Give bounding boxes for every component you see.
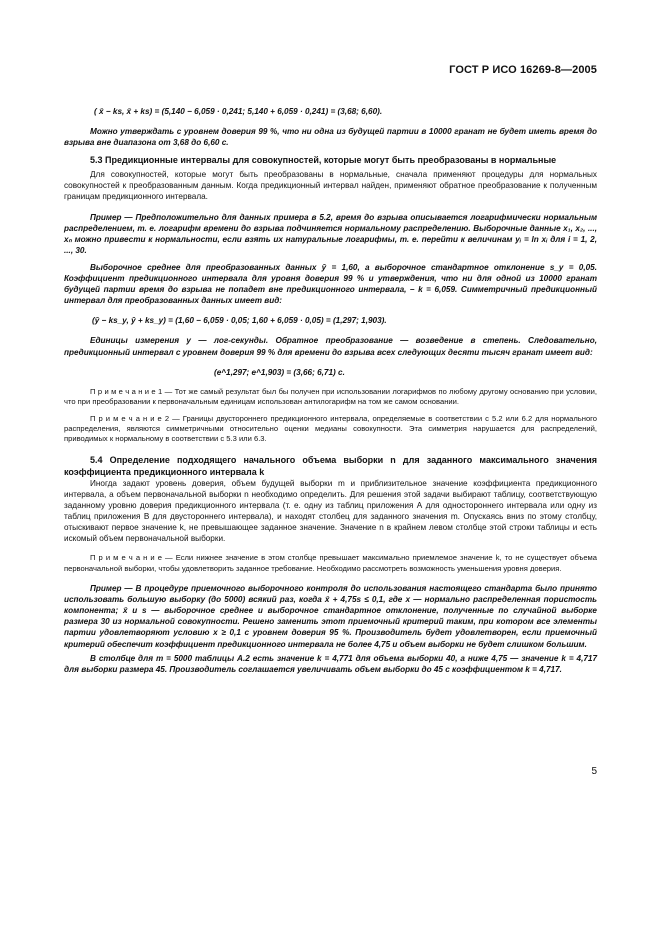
- note-2: П р и м е ч а н и е 2 — Границы двустороннего предикционного интервала, определяемые в соответствии с 5.2 или 6.2 для нормального распределения, являются симметричными относительно оценки медианы совокупности. Эта симметрия нарушается для распределений, приводимых к нормальному в соответствии с 5.3 или 6.3.: [64, 413, 597, 444]
- standard-header: ГОСТ Р ИСО 16269-8—2005: [449, 64, 597, 76]
- example-lognormal-backtransform: Единицы измерения y — лог-секунды. Обратное преобразование — возведение в степень. Следовательно, предикционный интервал с уровнем доверия 99 % для времени до взрыва всех следующих десяти тысяч гранат имеет вид:: [64, 336, 597, 357]
- example-acceptance-sampling-table: В столбце для m = 5000 таблицы А.2 есть значение k = 4,771 для объема выборки 40, а ниже 4,75 — значение k = 4,717 для выборки размера 45. Производитель соглашается увеличивать объем выборки до 45 с коэффициентом k = 4,717.: [64, 653, 597, 674]
- note-3: П р и м е ч а н и е — Если нижнее значение в этом столбце превышает максимально приемлемое значение k, то не существует объема первоначальной выборки, чтобы удовлетворить заданное требование. Необходимо рассмотреть возможность уменьшения уровня доверия.: [64, 553, 597, 573]
- example-acceptance-sampling: Пример — В процедуре приемочного выборочного контроля до использования настоящего стандарта было принято использовать большую выборку (до 5000) всякий раз, когда x̄ + 4,75s ≤ 0,1, где x — нормально распределенная пористость компонента; x̄ и s — выборочное среднее и выборочное стандартное отклонение, полученные по случайной выборке размера 30 из нормальной совокупности. Решено заменить этот приемочный критерий таким, при котором все элементы партии удовлетворяют условию x ≥ 0,1 с уровнем доверия 95 %. Производитель будет удовлетворен, если приемочный критерий обеспечит коэффициент предикционного интервала не более 4,75 и объем выборки не будет слишком большим.: [64, 584, 597, 649]
- page-number: 5: [591, 766, 597, 777]
- note-1: П р и м е ч а н и е 1 — Тот же самый результат был бы получен при использовании логарифмов по любому другому основанию при условии, что при преобразовании к первоначальным единицам использован антилогарифм на том же самом основании.: [64, 386, 597, 407]
- example-lognormal-intro: Пример — Предположительно для данных примера в 5.2, время до взрыва описывается логарифмически нормальным распределением, т. е. логарифм времени до взрыва подчиняется нормальному распределению. Выборочные данные x₁, x₂, ..., xₙ можно привести к нормальности, если взять их натуральные логарифмы, т. е. перейти к величинам yᵢ = ln xᵢ для i = 1, 2, ..., 30.: [64, 212, 597, 255]
- conclusion-paragraph: Можно утверждать с уровнем доверия 99 %, что ни одна из будущей партии в 10000 гранат не будет иметь время до взрыва вне диапазона от 3,68 до 6,60 с.: [64, 127, 597, 148]
- formula-interval-exp: (e^1,297; e^1,903) = (3,66; 6,71) c.: [214, 367, 345, 377]
- section-5-4-paragraph: Иногда задают уровень доверия, объем будущей выборки m и приблизительное значение коэффициента предикционного интервала, а объем первоначальной выборки n необходимо определить. Для решения этой задачи выбирают таблицу, соответствующую заданному уровню доверия предикционного интервала (т. е. одну из таблиц приложения А для одностороннего интервала или одну из таблиц приложения В для двустороннего интервала), и находят столбец для заданного значения m. Опускаясь вниз по этому столбцу, отыскивают первое значение k, не превышающее заданное значение. Значение n в крайнем левом столбце этой строки таблицы и есть искомый объем первоначальной выборки.: [64, 478, 597, 544]
- section-heading-5-4: 5.4 Определение подходящего начального объема выборки n для заданного максимального значения коэффициента предикционного интервала k: [64, 454, 597, 477]
- section-heading-5-3: 5.3 Предикционные интервалы для совокупностей, которые могут быть преобразованы в нормальные: [90, 155, 557, 166]
- page-content: [64, 100, 597, 675]
- example-lognormal-stats: Выборочное среднее для преобразованных данных ȳ = 1,60, а выборочное стандартное отклонение s_y = 0,05. Коэффициент предикционного интервала для уровня доверия 99 % и утверждения, что ни для одной из 10000 гранат будущей партии время до взрыва не попадет вне предикционного интервала, – k = 6,059. Симметричный предикционный интервал для преобразованных данных имеет вид:: [64, 262, 597, 306]
- formula-interval-raw: ( x̄ − ks, x̄ + ks) = (5,140 − 6,059 · 0,241; 5,140 + 6,059 · 0,241) = (3,68; 6,60).: [94, 107, 383, 116]
- section-5-3-paragraph: Для совокупностей, которые могут быть преобразованы в нормальные, сначала применяют процедуры для нормальных совокупностей к преобразованным данным. Когда предикционный интервал найден, применяют обратное преобразование к полученным границам предикционного интервала.: [64, 170, 597, 202]
- formula-interval-log: (ȳ − ks_y, ȳ + ks_y) = (1,60 − 6,059 · 0,05; 1,60 + 6,059 · 0,05) = (1,297; 1,903).: [92, 316, 387, 326]
